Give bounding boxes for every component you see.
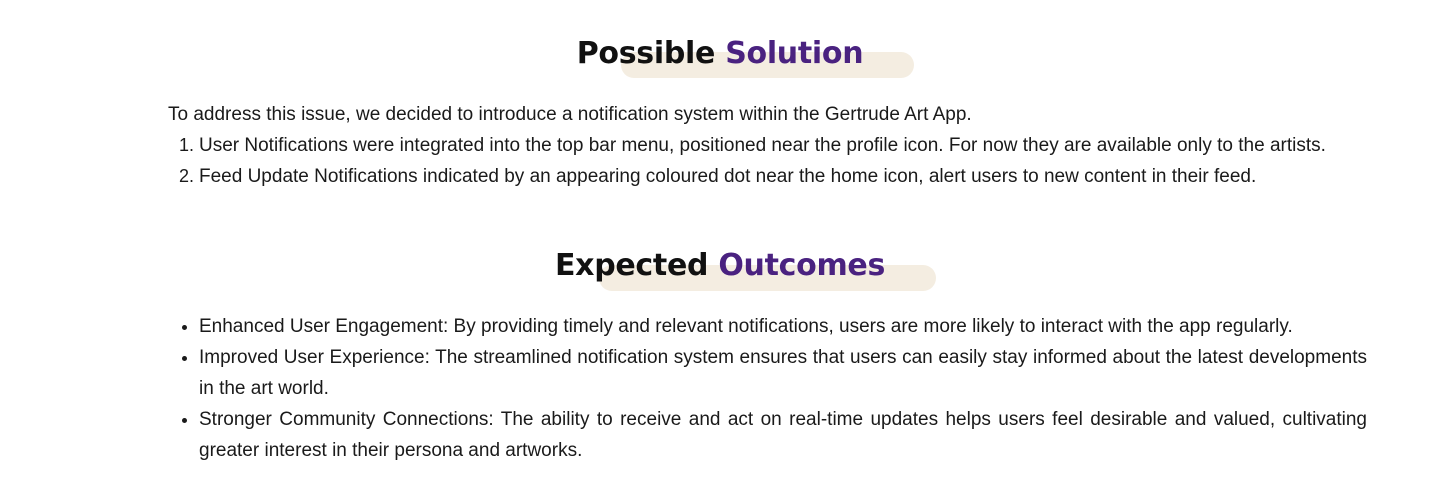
solution-heading-text [577,34,864,74]
solution-heading-word: Possible [576,36,716,71]
outcomes-list-item: • Enhanced User Engagement: By providing timely and relevant notifications, users are more likely to interact with the app regularly. [199,311,1367,342]
outcomes-list [168,311,1367,466]
outcomes-heading-word: Expected [554,248,709,283]
outcomes-list-item: • Improved User Experience: The streamlined notification system ensures that users can easily stay informed about the latest developments in the art world. [199,342,1367,404]
solution-list [168,130,1367,192]
solution-heading-accent-word: Solution [725,36,864,71]
outcomes-list-item: • Stronger Community Connections: The ability to receive and act on real-time updates helps users feel desirable and valued, cultivating greater interest in their persona and artworks. [199,404,1367,466]
solution-heading [0,34,1440,74]
solution-intro: To address this issue, we decided to introduce a notification system within the Gertrude Art App. [168,104,972,125]
outcomes-heading [0,246,1440,286]
outcomes-heading-accent-word: Outcomes [718,248,886,283]
outcomes-heading-text [555,246,885,286]
solution-list-item: 1. User Notifications were integrated into the top bar menu, positioned near the profile icon. For now they are available only to the artists. [199,130,1367,161]
outcomes-section [168,311,1367,466]
solution-list-item: 2. Feed Update Notifications indicated by an appearing coloured dot near the home icon, alert users to new content in their feed. [199,161,1367,192]
solution-section [168,99,1367,192]
